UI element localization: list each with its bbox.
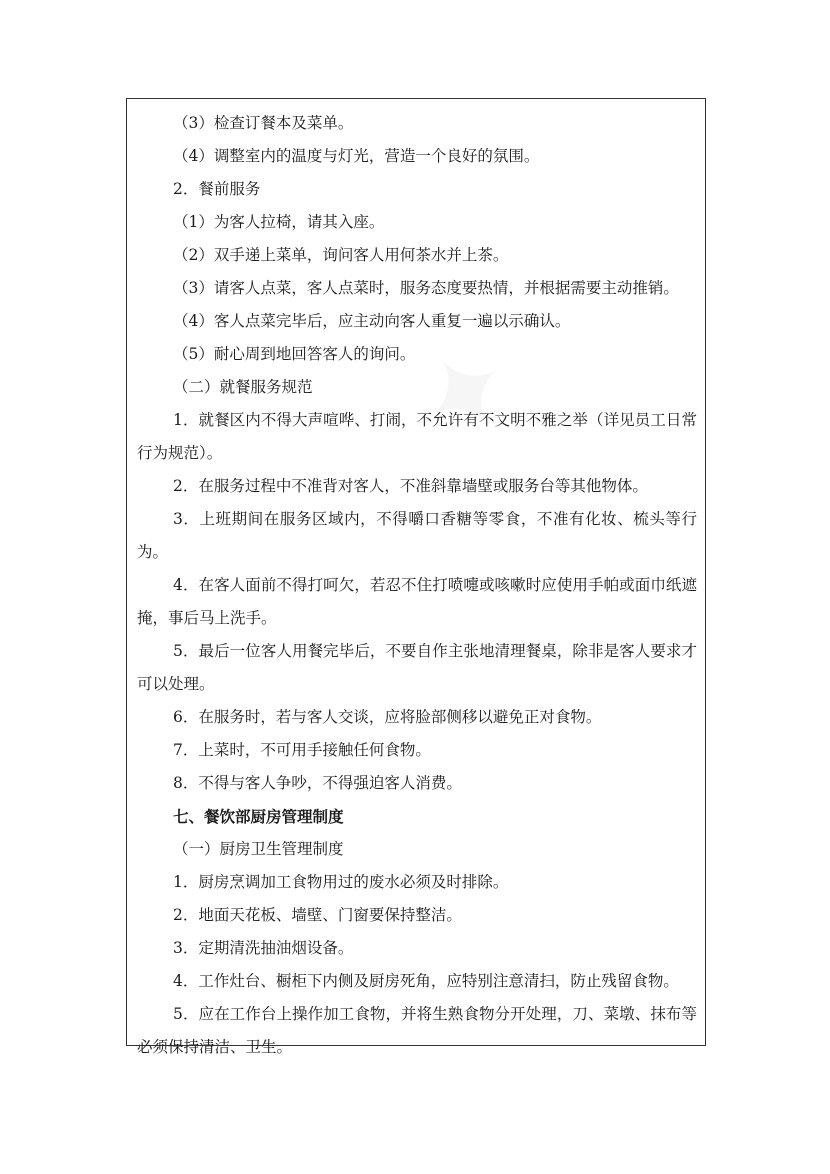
document-content-box: [126, 98, 706, 1056]
paragraph-line: （3）检查订餐本及菜单。: [173, 114, 354, 132]
paragraph-line: （2）双手递上菜单，询问客人用何茶水并上茶。: [173, 246, 509, 264]
paragraph-line: （4）客人点菜完毕后，应主动向客人重复一遍以示确认。: [173, 312, 571, 330]
paragraph-line: 5．最后一位客人用餐完毕后，不要自作主张地清理餐桌，除非是客人要求才可以处理。: [137, 642, 697, 693]
paragraph-line: 4．工作灶台、橱柜下内侧及厨房死角，应特别注意清扫，防止残留食物。: [173, 972, 679, 990]
paragraph-line: （4）调整室内的温度与灯光，营造一个良好的氛围。: [173, 147, 540, 165]
text-body: [137, 107, 697, 1064]
paragraph-line: 8．不得与客人争吵，不得强迫客人消费。: [173, 774, 462, 792]
paragraph-line: （二）就餐服务规范: [173, 378, 313, 396]
paragraph-line: 4．在客人面前不得打呵欠，若忍不住打喷嚏或咳嗽时应使用手帕或面巾纸遮掩，事后马上洗手。: [137, 576, 697, 627]
paragraph-line: 6．在服务时，若与客人交谈，应将脸部侧移以避免正对食物。: [173, 708, 602, 726]
paragraph-line: 7．上菜时，不可用手接触任何食物。: [173, 741, 431, 759]
paragraph-line: 1．就餐区内不得大声喧哗、打闹，不允许有不文明不雅之举（详见员工日常行为规范）。: [137, 411, 697, 462]
paragraph-line: 七、餐饮部厨房管理制度: [173, 807, 344, 826]
paragraph-line: 2．在服务过程中不准背对客人，不准斜靠墙壁或服务台等其他物体。: [173, 477, 648, 495]
paragraph-line: （5）耐心周到地回答客人的询问。: [173, 345, 416, 363]
paragraph-line: （一）厨房卫生管理制度: [173, 840, 344, 858]
paragraph-line: 2．餐前服务: [173, 180, 261, 198]
paragraph-line: （3）请客人点菜，客人点菜时，服务态度要热情，并根据需要主动推销。: [173, 279, 679, 297]
paragraph-line: 3．上班期间在服务区域内，不得嚼口香糖等零食，不准有化妆、梳头等行为。: [137, 510, 697, 561]
paragraph-line: 3．定期清洗抽油烟设备。: [173, 939, 354, 957]
paragraph-line: （1）为客人拉椅，请其入座。: [173, 213, 385, 231]
paragraph-line: 5．应在工作台上操作加工食物，并将生熟食物分开处理，刀、菜墩、抹布等必须保持清洁、卫生。: [137, 1005, 697, 1056]
paragraph-line: 2．地面天花板、墙壁、门窗要保持整洁。: [173, 906, 462, 924]
paragraph-line: 1．厨房烹调加工食物用过的废水必须及时排除。: [173, 873, 509, 891]
